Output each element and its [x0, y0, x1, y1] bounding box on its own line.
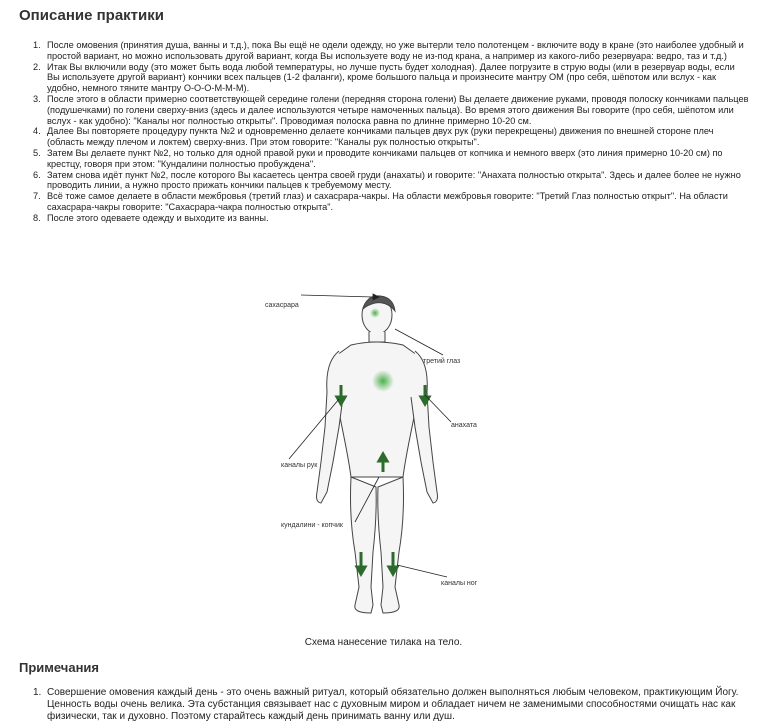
notes-list	[0, 687, 767, 723]
list-item	[0, 170, 767, 192]
list-item	[0, 94, 767, 126]
item-text: После омовения (принятия душа, ванны и т.д.), пока Вы ещё не одели одежду, но уже вытерли тело полотенцем - включите воду в кране (это наиболее удобный и простой вариант, но можно использовать другой вариант, когда Вы используете воду не из-под крана, а например из какого-либо резервуара: ведро, таз и т.д.)	[47, 40, 744, 61]
item-number: 7.	[33, 191, 41, 202]
label-third-eye: третий глаз	[423, 358, 461, 365]
figure-caption: Схема нанесение тилака на тело.	[304, 637, 463, 648]
label-sahasrara: сахасрара	[265, 302, 299, 309]
list-item	[0, 40, 767, 62]
human-figure	[317, 296, 438, 613]
item-number: 4.	[33, 126, 41, 137]
body-diagram	[255, 287, 515, 622]
label-anahata: анахата	[451, 422, 477, 429]
item-number: 1.	[33, 687, 42, 698]
item-number: 5.	[33, 147, 41, 158]
steps-list	[0, 40, 767, 224]
item-number: 2.	[33, 61, 41, 72]
third-eye-glow	[370, 308, 380, 318]
item-number: 6.	[33, 169, 41, 180]
label-leg-channels: каналы ног	[441, 580, 478, 587]
item-text: Итак Вы включили воду (это может быть вода любой температуры, но лучше пусть будет холодная). Далее погрузите в струю воды (или в резервуар воды, если Вы используете другой вариант) кончики всех пальцев (1-2 фаланги), кроме большого пальца и произнесите мантру ОМ (про себя, шёпотом или вслух - как удобно, немного тяните мантру О-О-О-М-М-М).	[47, 61, 735, 94]
item-text: После этого в области примерно соответствующей середине голени (передняя сторона голени) Вы делаете движение руками, проводя полоску кончиками пальцев (подушечками) по голени сверху-вниз (здесь и далее используются четыре намоченных пальца). Во время этого движения Вы говорите (про себя, шёпотом или вслух - как удобно): "Каналы ног полностью открыты". Проводимая полоска равна по длинне примерно 10-20 см.	[47, 93, 749, 126]
item-number: 8.	[33, 212, 41, 223]
anahata-glow	[372, 370, 394, 392]
list-item	[0, 687, 767, 723]
item-text: Затем Вы делаете пункт №2, но только для одной правой руки и проводите кончиками пальцев от копчика и немного вверх (это линия примерно 10-20 см) по крестцу, говоря при этом: "Кундалини полностью пробуждена".	[47, 147, 723, 169]
list-item	[0, 148, 767, 170]
list-item	[0, 191, 767, 213]
list-item	[0, 213, 767, 224]
item-text: Всё тоже самое делаете в области межбровья (третий глаз) и сахасрара-чакры. На области межбровья говорите: "Третий Глаз полностью открыт". На области сахасрара-чакры говорите: "Сахасрара-чакра полностью открыта".	[47, 191, 728, 212]
item-text: Далее Вы повторяете процедуру пункта №2 и одновременно делаете кончиками пальцев двух рук (руки перекрещены) движения по внешней стороне плеч (область между плечом и локтем) сверху-вниз. При этом говорите: "Каналы рук полностью открыты".	[47, 126, 714, 148]
item-number: 3.	[33, 93, 41, 104]
item-number: 1.	[33, 40, 41, 50]
list-item	[0, 126, 767, 148]
label-kundalini: кундалини - копчик	[281, 522, 343, 529]
page-title: Описание практики	[19, 7, 164, 24]
list-item	[0, 62, 767, 94]
label-arm-channels: каналы рук	[281, 462, 318, 469]
item-text: Затем снова идёт пункт №2, после которого Вы касаетесь центра своей груди (анахаты) и говорите: "Анахата полностью открыта". Здесь и далее более не нужно проводить линии, а нужно просто прижать кончики пальцев к требуемому месту.	[47, 169, 741, 191]
item-text: После этого одеваете одежду и выходите из ванны.	[47, 212, 269, 223]
notes-title: Примечания	[19, 660, 100, 675]
item-text: Совершение омовения каждый день - это очень важный ритуал, который обязательно должен выполняться любым человеком, практикующим Йогу. Ценность воды очень велика. Эта субстанция связывает нас с духовным миром и обладает ничем не заменимыми способностями очищать нас как физически, так и духовно. Поэтому старайтесь каждый день принимать ванну или душ.	[47, 687, 739, 722]
